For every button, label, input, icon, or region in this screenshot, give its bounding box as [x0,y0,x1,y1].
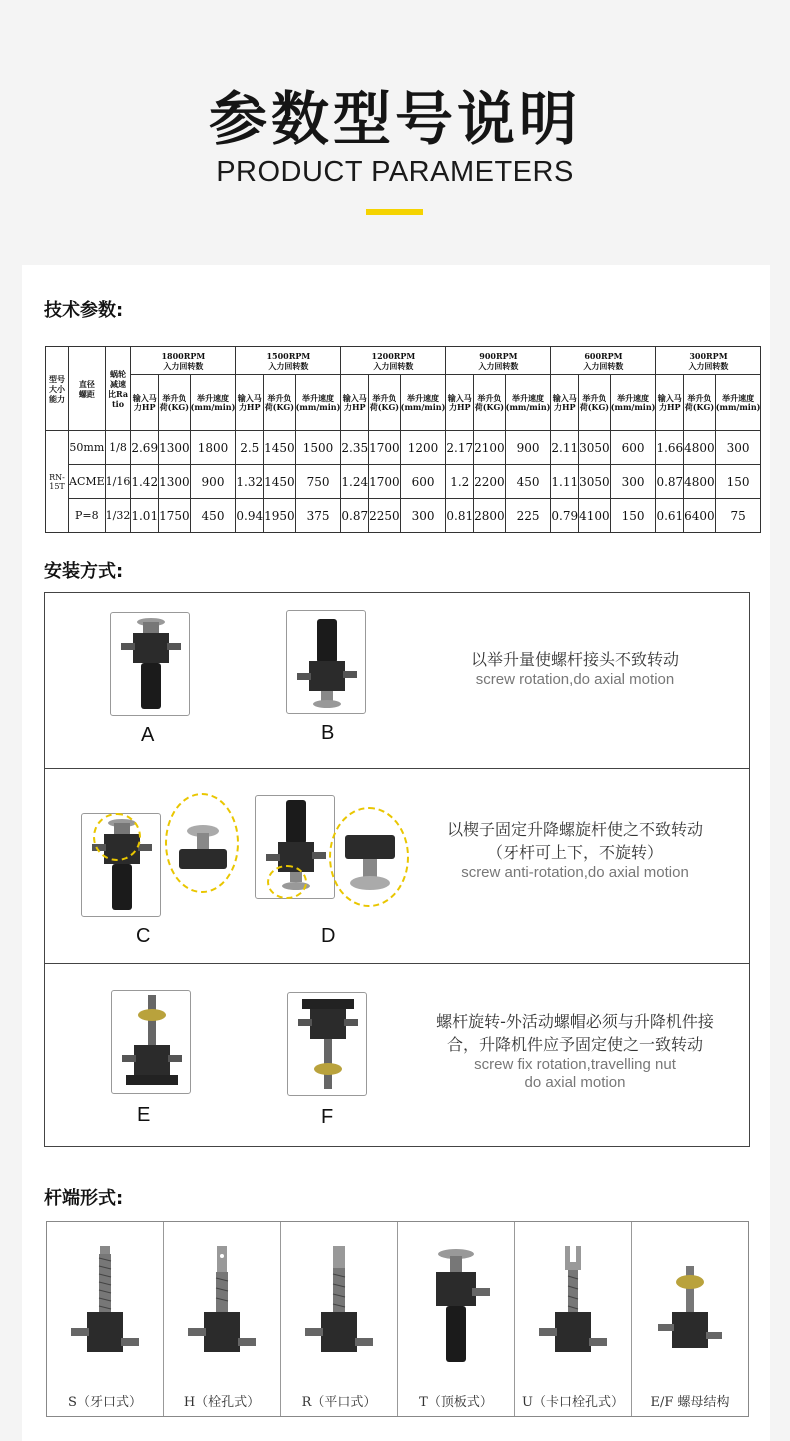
header-diameter: 直径螺距 [69,347,106,431]
subheader-hp: 输入马力HP [551,375,579,431]
highlight-circle [267,865,307,899]
table-cell: 1450 [264,465,296,499]
mount-description: 以楔子固定升降螺旋杆使之不致转动 （牙杆可上下，不旋转） screw anti-rotation,do axial motion [446,820,703,881]
rod-end-h [164,1222,281,1416]
mount-label: C [136,925,151,947]
table-cell: 150 [715,465,761,499]
mount-image-a [110,612,190,716]
subheader-load: 举升负荷(KG) [684,375,716,431]
table-cell: 0.81 [446,499,474,533]
mount-label: E [137,1104,151,1126]
table-cell: 4800 [684,465,716,499]
title-accent-bar [366,209,423,215]
rod-end-u [515,1222,632,1416]
rod-end-r [281,1222,398,1416]
section-title-ends: 杆端形式: [44,1188,124,1209]
mount-label: B [321,722,335,744]
subheader-load: 举升负荷(KG) [369,375,401,431]
rod-end-s [47,1222,164,1416]
mount-label: F [321,1106,334,1128]
page-subtitle: PRODUCT PARAMETERS [216,156,574,188]
subheader-speed: 举升速度(mm/min) [505,375,551,431]
table-cell: 2.69 [131,431,159,465]
zoom-detail-image [173,817,233,877]
mount-image-f [287,992,367,1096]
model-cell: RN-15T [46,431,69,533]
table-cell: 375 [295,499,341,533]
subheader-speed: 举升速度(mm/min) [190,375,236,431]
rod-end-types [46,1221,749,1417]
table-cell: 1.66 [656,431,684,465]
subheader-hp: 输入马力HP [341,375,369,431]
table-cell: 0.61 [656,499,684,533]
table-cell: 2200 [474,465,506,499]
table-cell: 225 [505,499,551,533]
table-cell: 1700 [369,431,401,465]
table-cell: 600 [610,431,656,465]
table-cell: 450 [505,465,551,499]
parameter-table [45,346,761,533]
rod-end-ef [632,1222,748,1416]
mount-description: 螺杆旋转-外活动螺帽必须与升降机件接 合，升降机件应予固定使之一致转动 screw fix rotation,travelling nut do axial motion [436,1012,714,1091]
table-cell: 1300 [159,431,191,465]
diameter-cell: ACME [69,465,106,499]
table-cell: 750 [295,465,341,499]
table-cell: 1700 [369,465,401,499]
mount-image-b [286,610,366,714]
table-cell: 450 [190,499,236,533]
table-row [46,465,761,499]
subheader-hp: 输入马力HP [236,375,264,431]
table-cell: 4800 [684,431,716,465]
table-cell: 0.87 [341,499,369,533]
ratio-cell: 1/8 [105,431,131,465]
table-cell: 3050 [579,431,611,465]
page-header [0,0,790,265]
table-cell: 1.2 [446,465,474,499]
subheader-hp: 输入马力HP [131,375,159,431]
table-cell: 3050 [579,465,611,499]
subheader-speed: 举升速度(mm/min) [610,375,656,431]
zoom-detail-image [335,829,405,895]
table-cell: 1.24 [341,465,369,499]
table-cell: 75 [715,499,761,533]
table-cell: 0.79 [551,499,579,533]
table-cell: 1300 [159,465,191,499]
table-row [46,499,761,533]
rpm-group-header: 1800RPM 入力回转数 [131,347,236,375]
subheader-hp: 输入马力HP [656,375,684,431]
table-cell: 2.5 [236,431,264,465]
mount-description: 以举升量使螺杆接头不致转动 screw rotation,do axial motion [470,650,679,688]
table-cell: 1.32 [236,465,264,499]
table-cell: 1950 [264,499,296,533]
table-cell: 2.35 [341,431,369,465]
table-cell: 2.11 [551,431,579,465]
table-cell: 0.87 [656,465,684,499]
highlight-circle [93,813,141,861]
subheader-load: 举升负荷(KG) [579,375,611,431]
diameter-cell: 50mm [69,431,106,465]
table-cell: 300 [610,465,656,499]
table-cell: 2800 [474,499,506,533]
table-cell: 0.94 [236,499,264,533]
mount-label: D [321,925,336,947]
table-cell: 6400 [684,499,716,533]
mount-label: A [141,724,155,746]
rod-end-caption: E/F 螺母结构 [650,1395,730,1410]
rpm-group-header: 600RPM 入力回转数 [551,347,656,375]
table-cell: 2250 [369,499,401,533]
header-ratio: 蜗轮减速比Ratio [105,347,131,431]
mount-panel-cd [44,768,750,964]
subheader-hp: 输入马力HP [446,375,474,431]
header-model: 型号大小能力 [46,347,69,431]
section-title-tech: 技术参数: [44,300,124,321]
subheader-load: 举升负荷(KG) [264,375,296,431]
subheader-speed: 举升速度(mm/min) [295,375,341,431]
ratio-cell: 1/16 [105,465,131,499]
mount-panel-ab [44,592,750,769]
table-cell: 2100 [474,431,506,465]
subheader-load: 举升负荷(KG) [474,375,506,431]
rod-end-caption: T（顶板式） [419,1395,493,1410]
rod-end-caption: U（卡口栓孔式） [522,1395,624,1410]
table-cell: 1.42 [131,465,159,499]
rpm-group-header: 300RPM 入力回转数 [656,347,761,375]
rod-end-caption: H（栓孔式） [183,1395,261,1410]
table-row [46,431,761,465]
table-cell: 300 [400,499,446,533]
table-cell: 1450 [264,431,296,465]
rod-end-caption: S（牙口式） [68,1395,142,1410]
section-title-mount: 安装方式: [44,561,124,582]
table-cell: 600 [400,465,446,499]
table-cell: 900 [505,431,551,465]
table-cell: 1800 [190,431,236,465]
table-cell: 900 [190,465,236,499]
mount-image-e [111,990,191,1094]
rod-end-t [398,1222,515,1416]
subheader-load: 举升负荷(KG) [159,375,191,431]
rpm-group-header: 1500RPM 入力回转数 [236,347,341,375]
table-cell: 1.11 [551,465,579,499]
rod-end-caption: R（平口式） [301,1395,377,1410]
table-cell: 1500 [295,431,341,465]
mount-panel-ef [44,963,750,1147]
page-title: 参数型号说明 [208,85,581,153]
ratio-cell: 1/32 [105,499,131,533]
subheader-speed: 举升速度(mm/min) [400,375,446,431]
diameter-cell: P=8 [69,499,106,533]
table-cell: 1200 [400,431,446,465]
table-cell: 1.01 [131,499,159,533]
rpm-group-header: 1200RPM 入力回转数 [341,347,446,375]
table-cell: 4100 [579,499,611,533]
table-cell: 300 [715,431,761,465]
table-cell: 150 [610,499,656,533]
rpm-group-header: 900RPM 入力回转数 [446,347,551,375]
subheader-speed: 举升速度(mm/min) [715,375,761,431]
table-cell: 1750 [159,499,191,533]
table-cell: 2.17 [446,431,474,465]
